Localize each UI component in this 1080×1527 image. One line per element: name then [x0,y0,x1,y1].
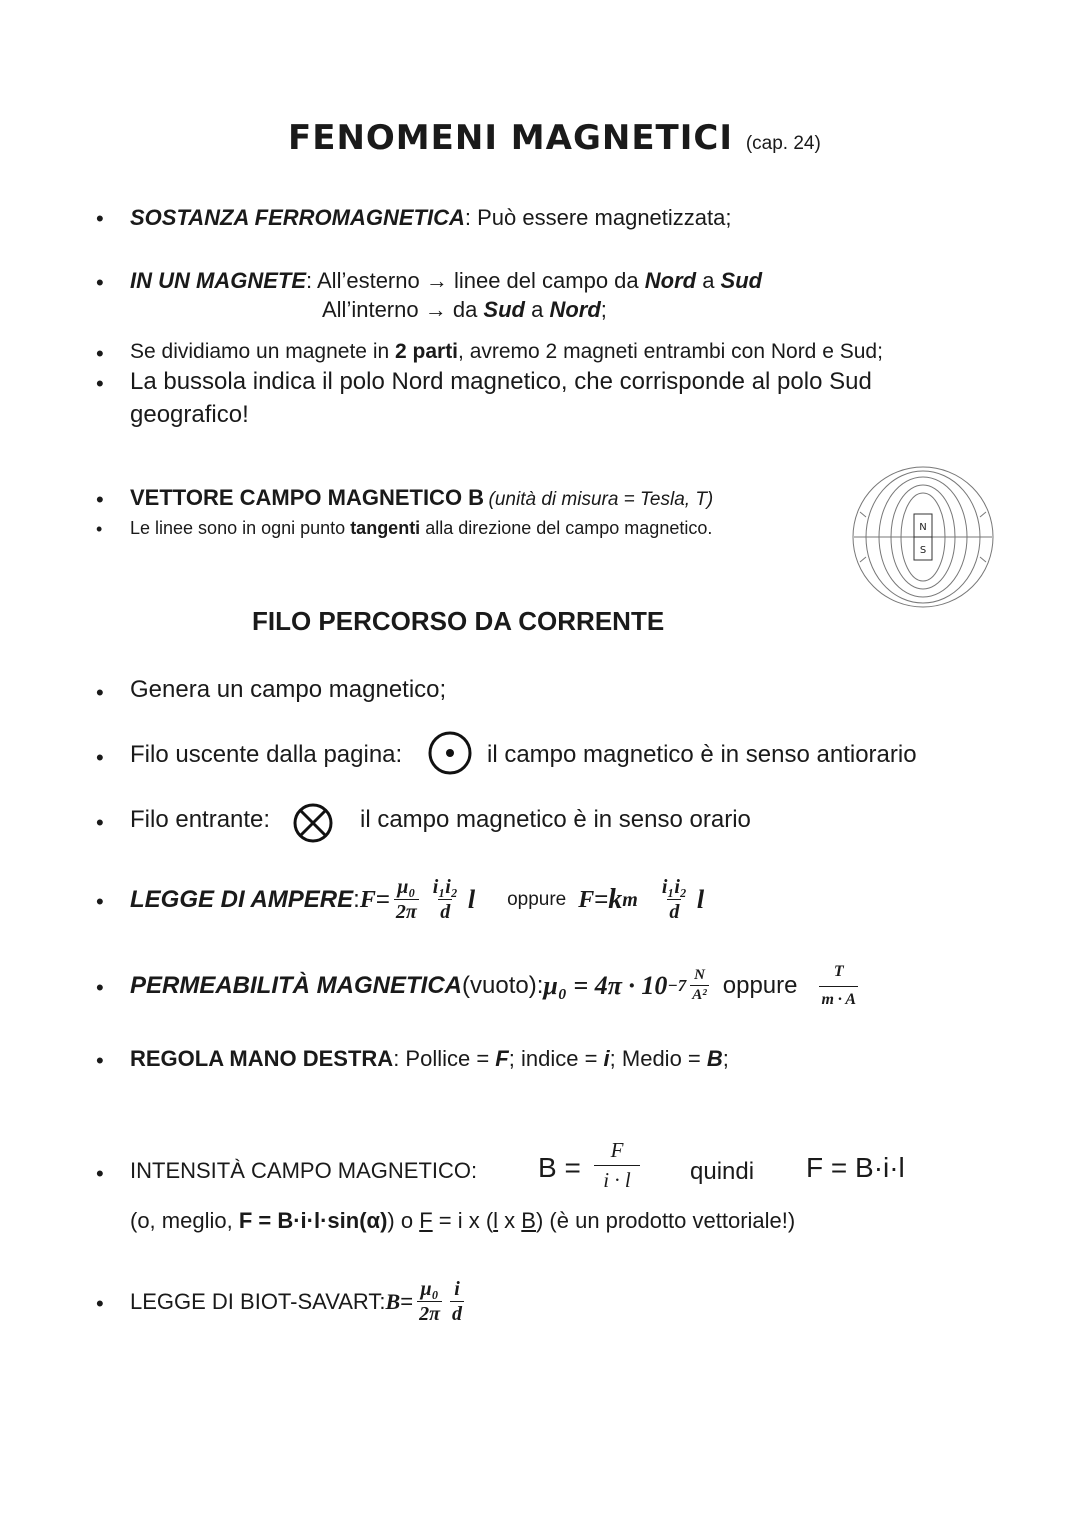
term-ampere: LEGGE DI AMPERE [130,886,354,913]
bullet-dot: • [96,1048,104,1073]
symbol-eq: = [400,1289,414,1314]
text-tangenti: tangenti [350,518,421,538]
bullet-genera: Genera un campo magnetico; [130,676,447,703]
formula-F-Bil: F = B·i·l [806,1152,905,1183]
bullet-linee-tangenti [130,518,712,539]
symbol-F: F [495,1046,509,1071]
symbol-mu0: μ₀ [543,971,567,1000]
text-linee: Le linee sono in ogni punto [130,518,351,538]
symbol-i: i [603,1046,610,1071]
expr-4pi-10: = 4π · 10 [566,971,668,1000]
fraction-F-il [594,1138,640,1193]
punct: ; [600,297,607,322]
text-quindi: quindi [690,1158,755,1185]
symbol-l: l [696,885,705,914]
num-mu0: μ₀ [397,876,416,898]
num-i1i2: i₁i₂ [432,876,458,898]
text-prodotto-vettoriale: ) (è un prodotto vettoriale!) [535,1208,796,1233]
bullet-dot: • [96,519,103,539]
den-mA: m · A [819,986,858,1009]
bullet-mano-destra [130,1046,729,1072]
bullet-dot: • [96,889,104,914]
word-nord: Nord [644,268,697,293]
bullet-dot: • [96,680,104,705]
page-title [288,118,821,158]
bullet-bussola-line1: La bussola indica il polo Nord magnetico, che corrisponde al polo Sud [130,368,872,395]
text-filo-uscente: Filo uscente dalla pagina: [130,741,403,768]
bullet-dividiamo [130,340,883,364]
word-a: a [696,268,721,293]
current-in-icon [292,802,334,844]
text-oppure: oppure [507,889,567,910]
current-out-icon [427,730,473,776]
magnet-north-label: N [919,522,927,533]
num-F: F [594,1138,640,1166]
num-T: T [833,962,844,980]
bullet-dot: • [96,1161,104,1186]
formula-sin: F = B·i·l·sin(α) [238,1208,388,1233]
text-dividiamo: Se dividiamo un magnete in [130,340,395,363]
term-magnete: IN UN MAGNETE [130,268,306,293]
symbol-k: k [608,884,623,915]
vector-F: F [419,1208,433,1233]
den-d: d [451,1303,462,1325]
symbol-k-sub-m: m [622,888,638,911]
text-esterno: : All’esterno → linee del campo da [306,268,645,293]
fraction-i1i2-d [431,877,460,923]
den-A2: A² [692,987,707,1003]
term-permeabilita: PERMEABILITÀ MAGNETICA [130,972,462,999]
symbol-B-eq: B = [538,1152,581,1183]
text-x: x [498,1208,522,1233]
symbol-F: F [359,886,376,913]
text-filo-entrante: Filo entrante: [130,806,271,833]
fraction-T-mA [819,964,858,1009]
symbol-B: B [385,1289,401,1314]
text-dividiamo-end: , avremo 2 magneti entrambi con Nord e Sud; [458,340,883,363]
formula-biot-savart [130,1272,468,1332]
bullet-dot: • [96,1291,104,1316]
label-biot-savart: LEGGE DI BIOT-SAVART: [130,1289,386,1314]
bullet-dot: • [96,487,104,512]
word-nord: Nord [549,297,601,322]
magnet-field-figure [848,462,998,612]
intensita-line2 [130,1208,795,1234]
symbol-l: l [467,885,476,914]
punct: : [353,886,360,913]
text-o-meglio: (o, meglio, [130,1208,239,1233]
word-sud: Sud [720,268,763,293]
text-2-parti: 2 parti [395,340,459,363]
text-unita: (unità di misura = Tesla, T) [488,489,714,510]
bullet-vettore-campo [130,485,713,511]
fraction-mu0-2pi [394,877,419,923]
title-main-text: FENOMENI MAGNETICI [288,118,733,158]
title-chapter: (cap. 24) [745,133,821,154]
text-ferromagnetica: : Può essere magnetizzata; [464,205,732,230]
text-antiorario: il campo magnetico è in senso antiorario [487,741,917,768]
text-vettore: VETTORE CAMPO MAGNETICO B [130,485,485,510]
bullet-dot: • [96,810,104,835]
den-d: d [440,901,451,923]
fraction-mu0-2pi [417,1279,442,1325]
term-ferromagnetica: SOSTANZA FERROMAGNETICA [130,205,465,230]
bullet-dot: • [96,270,104,295]
text-eq-i-x: = i x ( [432,1208,494,1233]
bullet-dot: • [96,206,104,231]
bullet-magnete-line1 [130,268,762,294]
bullet-dot: • [96,745,104,770]
den-2pi: 2π [419,1303,440,1325]
symbol-F: F [578,886,595,913]
text-o: ) o [387,1208,420,1233]
magnet-south-label: S [919,545,927,556]
num-mu0: μ₀ [420,1278,439,1300]
text-interno: All’interno → da [322,297,484,322]
term-mano-destra: REGOLA MANO DESTRA [130,1046,394,1071]
bullet-magnete-line2 [322,297,607,323]
section-title: FILO PERCORSO DA CORRENTE [252,606,665,636]
formula-ampere [130,870,704,930]
fraction-i1i2-d-2 [660,877,689,923]
vector-B: B [521,1208,536,1233]
text-orario: il campo magnetico è in senso orario [360,806,751,833]
formula-permeabilita [130,956,858,1016]
symbol-eq: = [375,886,390,913]
punct: ; [722,1046,729,1071]
bullet-dot: • [96,371,104,396]
vector-l: l [493,1208,499,1233]
word-a: a [524,297,550,322]
symbol-B: B [706,1046,723,1071]
bullet-dot: • [96,341,104,366]
text-vuoto: (vuoto): [462,972,544,999]
exponent-minus-7: −7 [667,976,687,995]
text-pollice: : Pollice = [393,1046,496,1071]
text-oppure: oppure [722,972,798,999]
num-i1i2: i₁i₂ [661,876,687,898]
symbol-eq: = [594,886,609,913]
num-i: i [454,1278,460,1300]
text-medio: ; Medio = [609,1046,707,1071]
num-N: N [694,967,705,984]
text-linee-end: alla direzione del campo magnetico. [420,518,713,538]
fraction-i-d [450,1279,464,1325]
bullet-dot: • [96,975,104,1000]
bullet-ferromagnetica [130,205,731,231]
text-indice: ; indice = [508,1046,604,1071]
word-sud: Sud [483,297,525,322]
den-2pi: 2π [395,901,417,923]
den-il: i · l [603,1168,631,1192]
fraction-N-A2 [690,968,709,1004]
label-intensita: INTENSITÀ CAMPO MAGNETICO: [130,1158,478,1183]
den-d: d [669,901,680,923]
bullet-bussola-line2: geografico! [130,401,249,428]
